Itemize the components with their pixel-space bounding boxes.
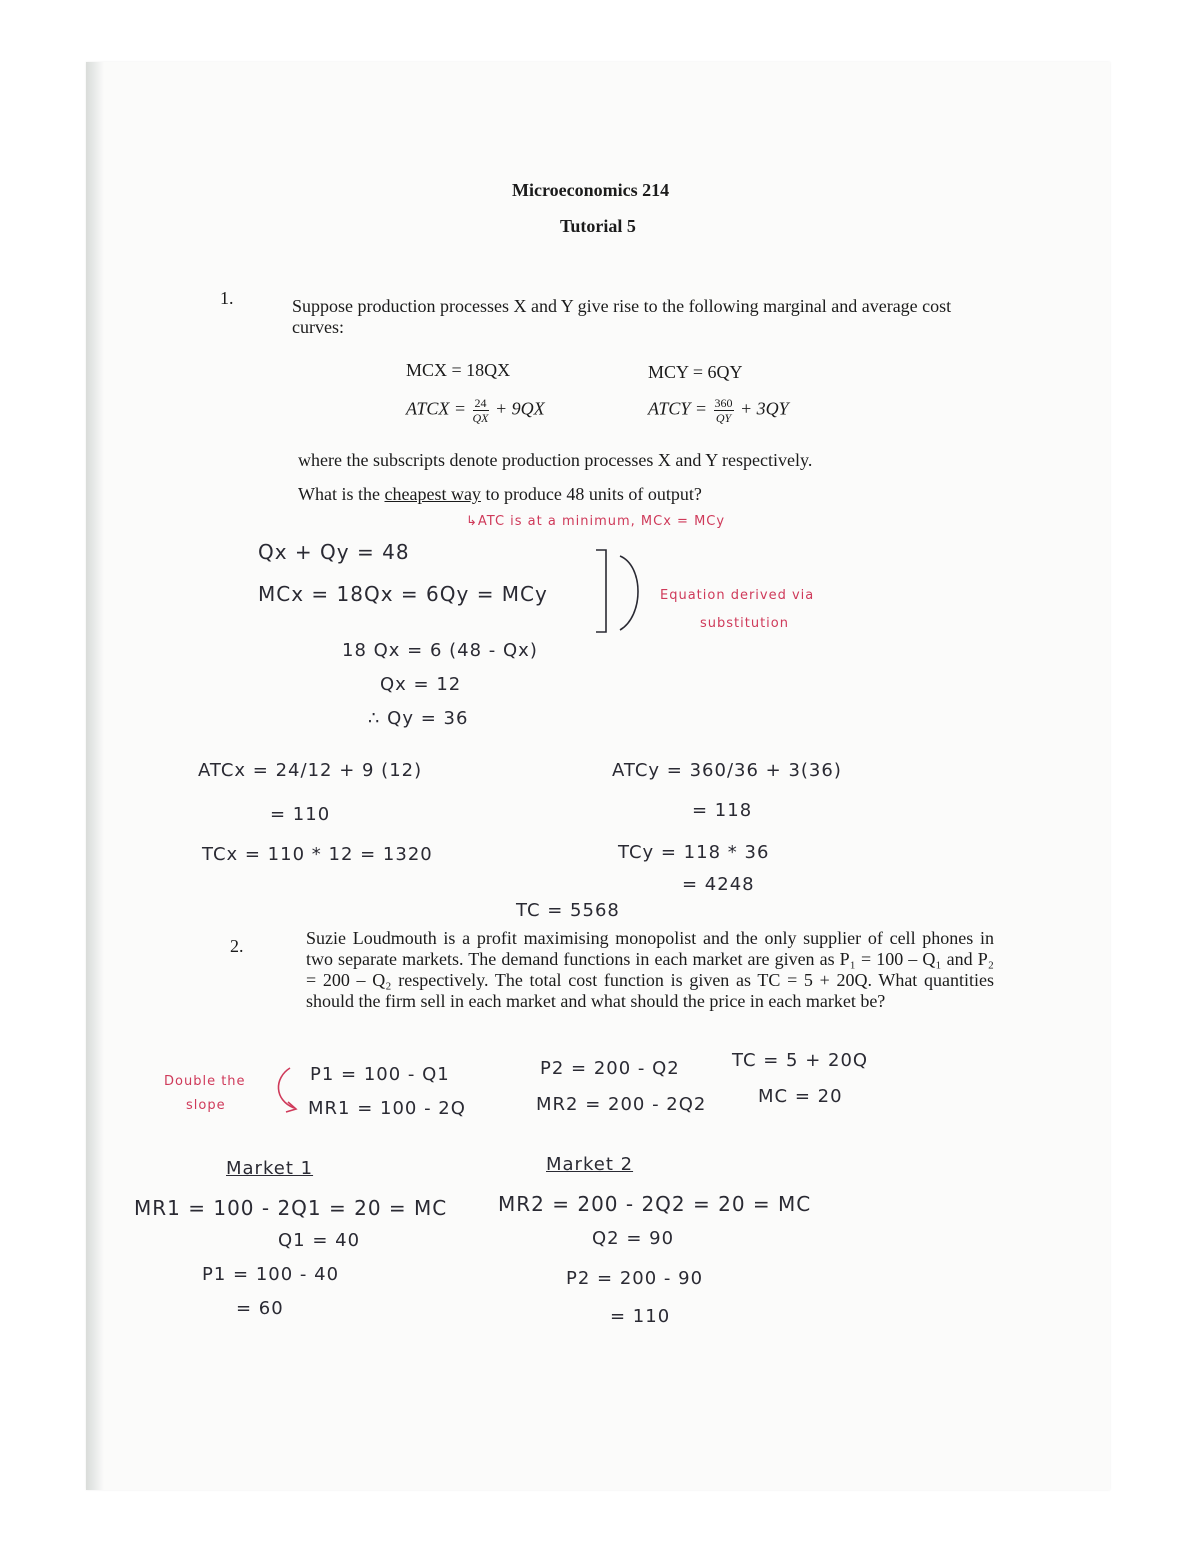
work-atcx: ATCx = 24/12 + 9 (12) — [198, 760, 423, 781]
note-slope: slope — [186, 1098, 226, 1113]
market2-label: Market 2 — [546, 1154, 634, 1175]
atcy-numerator: 360 — [714, 396, 733, 410]
work-market1-p: P1 = 100 - 40 — [202, 1264, 340, 1285]
market1-label: Market 1 — [226, 1158, 314, 1179]
work-line3: 18 Qx = 6 (48 - Qx) — [342, 640, 538, 661]
work-market2-p: P2 = 200 - 90 — [566, 1268, 704, 1289]
work-total-cost: TC = 5568 — [516, 900, 620, 921]
q1-question-pre: What is the — [298, 484, 385, 504]
q1-question-underlined: cheapest way — [384, 484, 481, 504]
atcy-lhs: ATCY = — [648, 398, 708, 419]
q1-mcy: MCY = 6QY — [648, 362, 743, 382]
q1-subscripts-note: where the subscripts denote production processes X and Y respectively. — [298, 450, 813, 470]
scan-shadow-edge — [86, 62, 104, 1490]
note-equation-derived: Equation derived via — [660, 588, 815, 603]
work-market2-eq: MR2 = 200 - 2Q2 = 20 = MC — [498, 1192, 812, 1216]
work-atcx-value: = 110 — [270, 804, 331, 825]
work-atcy: ATCy = 360/36 + 3(36) — [612, 760, 842, 781]
atcx-numerator: 24 — [474, 396, 487, 410]
work-tcy: TCy = 118 * 36 — [618, 842, 770, 863]
q2-text: Suzie Loudmouth is a profit maximising monopolist and the only supplier of cell phones in two separate markets. The demand functions in each market are given as P₁ = 100 – Q₁ and P₂ = 200 – Q₂ respectively. The total cost function is given as TC = 5 + 20Q. What quantities should the firm sell in each market and what should the price in each market be? — [306, 928, 994, 1011]
work-mr2: MR2 = 200 - 2Q2 — [536, 1094, 707, 1115]
course-title: Microeconomics 214 — [512, 180, 670, 200]
work-mr1: MR1 = 100 - 2Q — [308, 1098, 466, 1119]
work-line2: MCx = 18Qx = 6Qy = MCy — [258, 582, 548, 606]
brace-bracket — [592, 546, 662, 638]
q1-atcx — [406, 396, 545, 425]
work-line4: Qx = 12 — [380, 674, 462, 695]
q2-number: 2. — [230, 936, 244, 956]
work-market1-pval: = 60 — [236, 1298, 284, 1319]
work-tcx: TCx = 110 * 12 = 1320 — [202, 844, 433, 865]
q1-atcy — [648, 396, 789, 425]
work-p2: P2 = 200 - Q2 — [540, 1058, 680, 1079]
work-line5: ∴ Qy = 36 — [368, 708, 469, 729]
atcx-rest: + 9QX — [495, 398, 545, 419]
work-market2-q: Q2 = 90 — [592, 1228, 675, 1249]
work-atcy-value: = 118 — [692, 800, 753, 821]
work-line1: Qx + Qy = 48 — [258, 540, 410, 564]
note-double-the: Double the — [164, 1074, 246, 1089]
work-p1: P1 = 100 - Q1 — [310, 1064, 450, 1085]
atcx-denominator: QX — [472, 411, 489, 425]
atcy-fraction — [714, 396, 734, 425]
work-market1-q: Q1 = 40 — [278, 1230, 361, 1251]
q1-question — [298, 484, 702, 505]
tutorial-title: Tutorial 5 — [560, 216, 636, 236]
q1-mcx: MCX = 18QX — [406, 360, 511, 380]
q1-question-post: to produce 48 units of output? — [480, 484, 702, 504]
work-market2-pval: = 110 — [610, 1306, 671, 1327]
atcx-lhs: ATCX = — [406, 398, 466, 419]
work-mc: MC = 20 — [758, 1086, 843, 1107]
curved-arrow — [270, 1064, 304, 1116]
atcy-denominator: QY — [715, 411, 732, 425]
q1-text: Suppose production processes X and Y give rise to the following marginal and average cost curves: — [292, 296, 952, 337]
atcy-rest: + 3QY — [740, 398, 789, 419]
q1-number: 1. — [220, 288, 234, 308]
atcx-fraction — [473, 396, 489, 425]
work-tcy-value: = 4248 — [682, 874, 755, 895]
annotation-cheapest: ↳ATC is at a minimum, MCx = MCy — [466, 514, 726, 529]
work-market1-eq: MR1 = 100 - 2Q1 = 20 = MC — [134, 1196, 448, 1220]
work-tc: TC = 5 + 20Q — [732, 1050, 869, 1071]
note-substitution: substitution — [700, 616, 789, 631]
